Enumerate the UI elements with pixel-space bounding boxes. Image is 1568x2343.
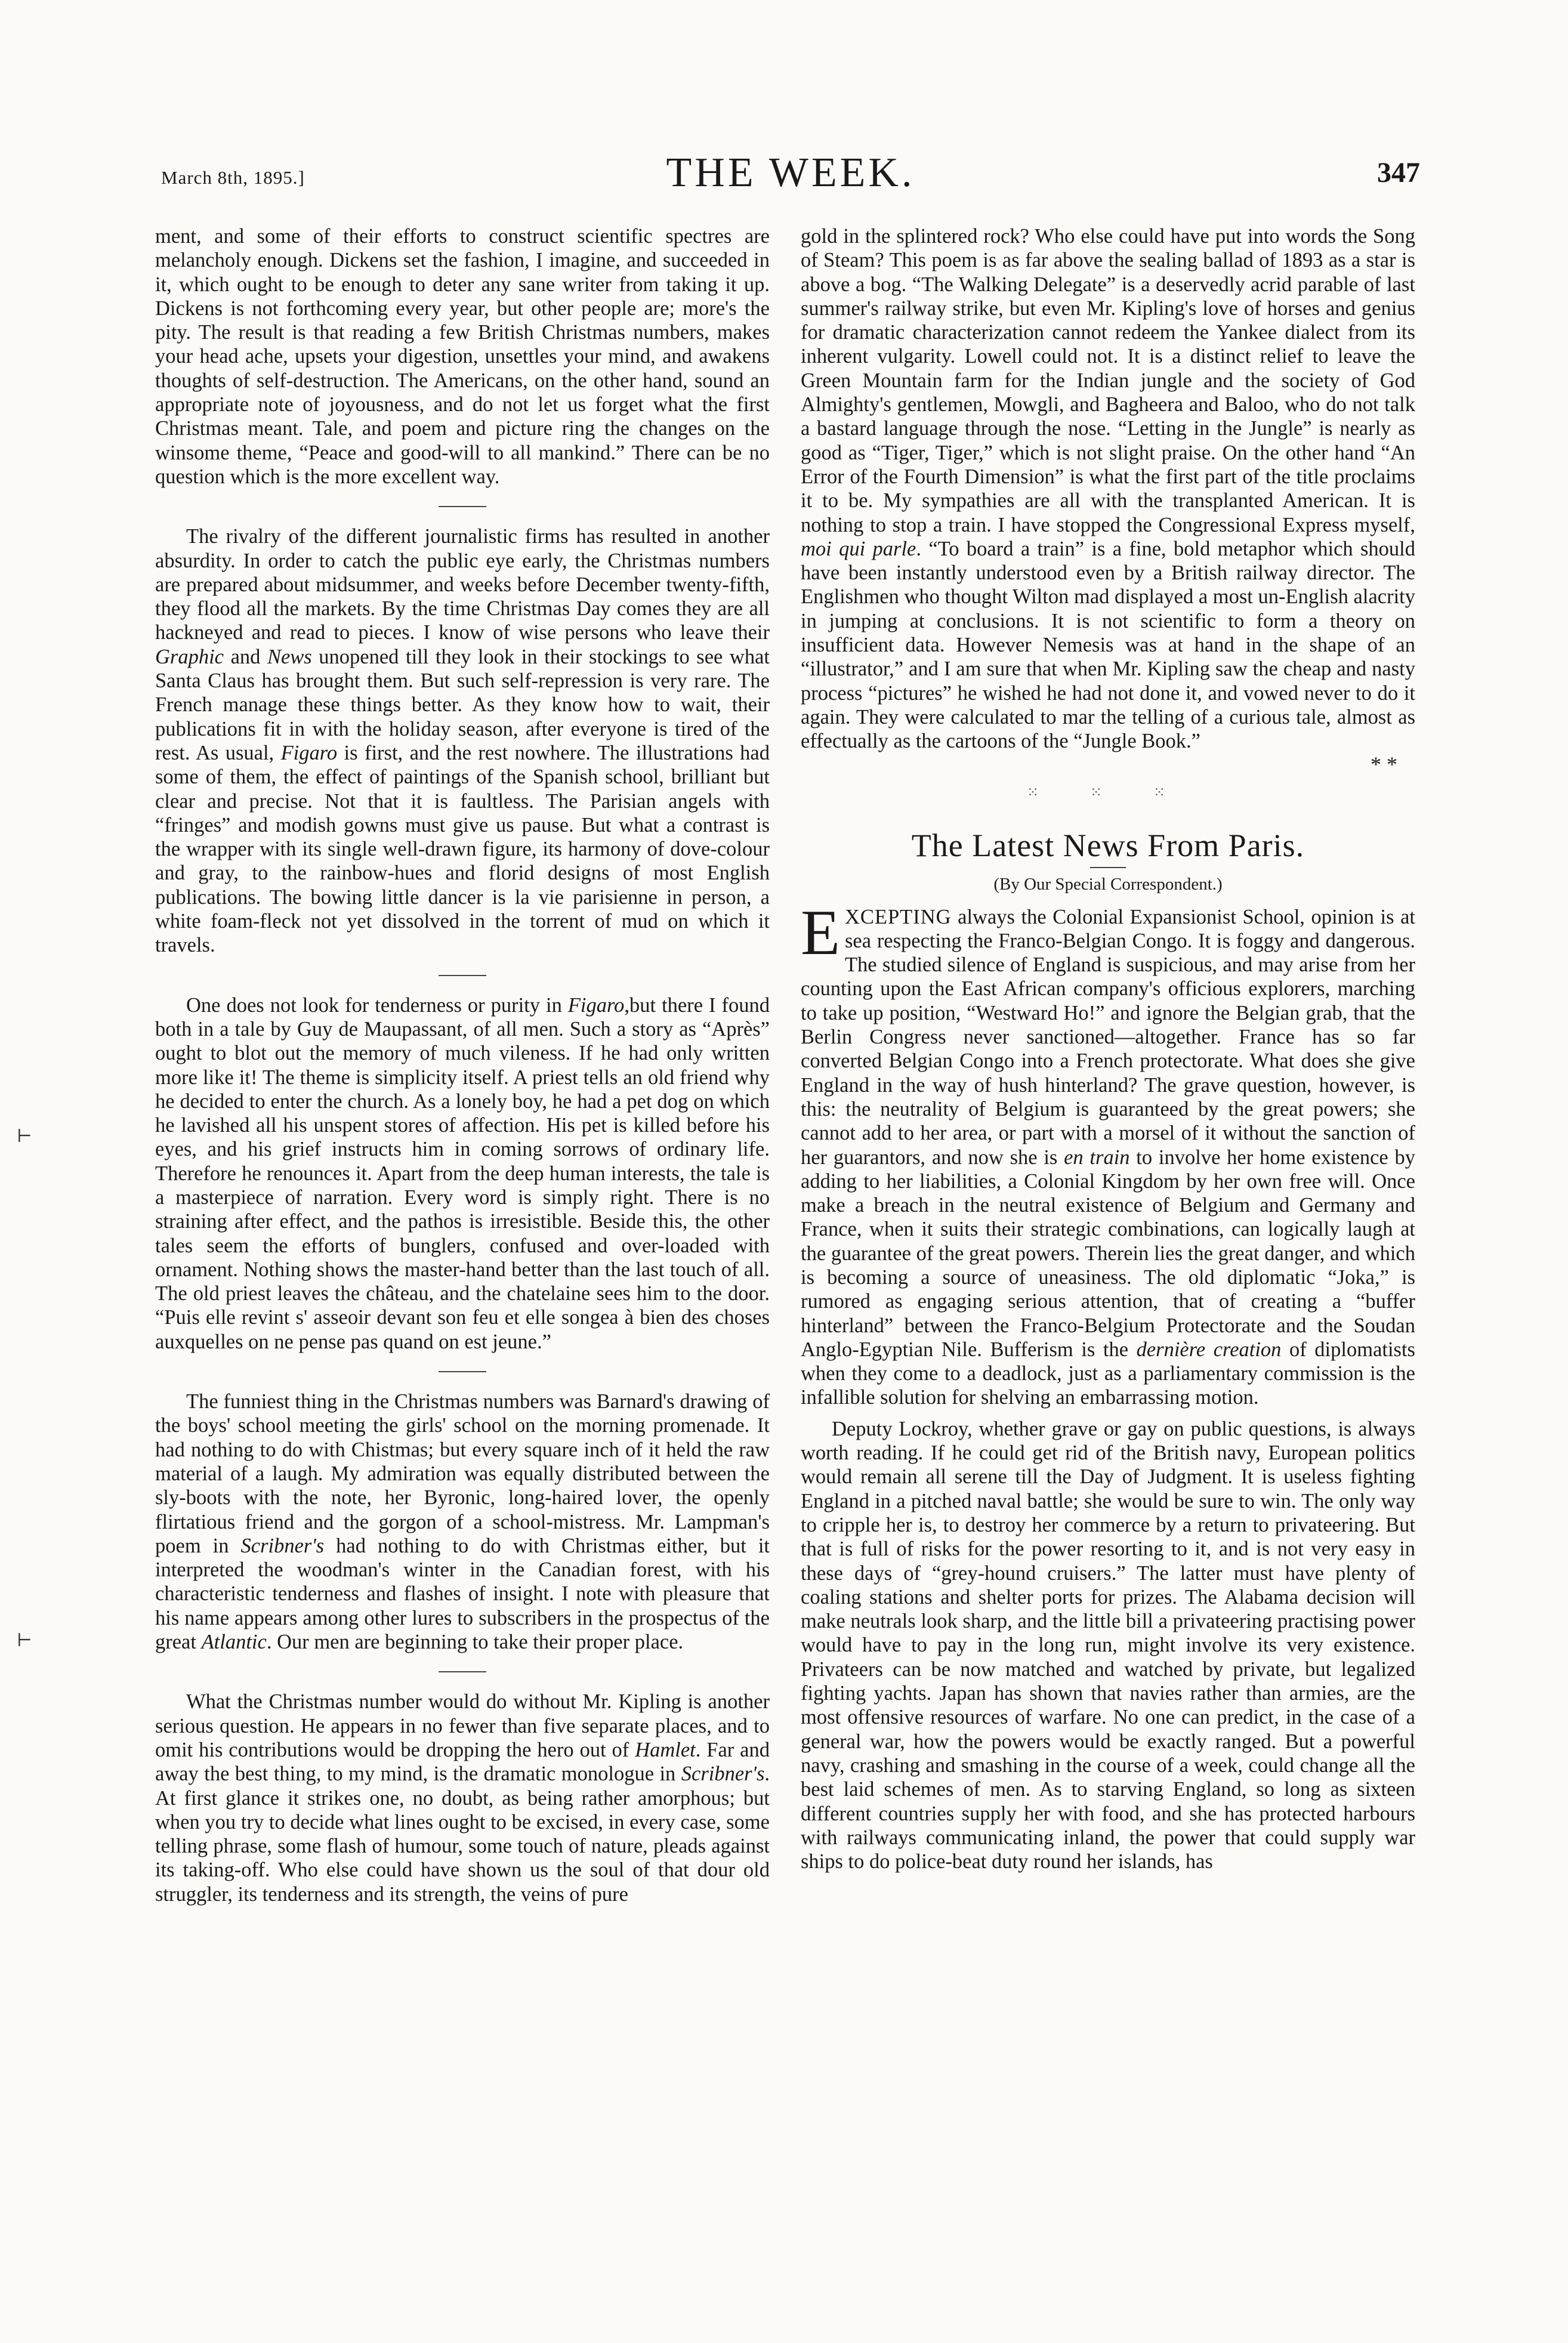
- paragraph: ment, and some of their efforts to construct scientific spectres are melancholy enough. Dickens set the fashion, I imagine, and succeeded in it, which ought to be enough to deter any sane writer from taking it up. Dickens is not forthcoming every year, but other people are; more's the pity. The result is that reading a few British Christmas numbers, makes your head ache, upsets your digestion, unsettles your mind, and awakens thoughts of self-destruction. The Americans, on the other hand, sound an appropriate note of joyousness, and do not let us forget what the first Christmas meant. Tale, and poem and picture ring the changes on the winsome theme, “Peace and good-will to all mankind.” There can be no question which is the more excellent way.: [155, 225, 770, 488]
- paragraph: The funniest thing in the Christmas numbers was Barnard's drawing of the boys' school meeting the girls' school on the morning promenade. It had nothing to do with Chistmas; but every square inch of it held the raw material of a laugh. My admiration was equally distributed between the sly-boots with the note, her Byronic, long-haired lover, the openly flirtatious friend and the gorgon of a school-mistress. Mr. Lampman's poem in Scribner's had nothing to do with Christmas either, but it interpreted the woodman's winter in the Canadian forest, with his characteristic tenderness and flashes of insight. I note with pleasure that his name appears among other lures to subscribers in the prospectus of the great Atlantic. Our men are beginning to take their proper place.: [155, 1390, 770, 1654]
- margin-mark: ⊢: [17, 1126, 32, 1147]
- masthead-title: THE WEEK.: [666, 150, 915, 196]
- margin-mark: ⊢: [17, 1630, 32, 1651]
- article-byline: (By Our Special Correspondent.): [993, 874, 1223, 894]
- drop-cap: E: [801, 897, 840, 968]
- issue-date: March 8th, 1895.]: [161, 167, 305, 188]
- ornament-dots: ⁙ ⁙ ⁙: [1026, 785, 1190, 801]
- paragraph: EXCEPTING always the Colonial Expansionist School, opinion is at sea respecting the Franco-Belgian Congo. It is foggy and dangerous. The studied silence of England is suspicious, and may arise from her counting upon the East African company's officious explorers, marching to take up position, “Westward Ho!” and ignore the Belgian grab, that the Berlin Congress never sanctioned—altogether. France has so far converted Belgian Congo into a French protectorate. What does she give England in the way of hush hinterland? The grave question, however, is this: the neutrality of Belgium is guaranteed by the great powers; she cannot add to her area, or part with a morsel of it without the sanction of her guarantors, and now she is en train to involve her home existence by adding to her liabilities, a Colonial Kingdom by her own free will. Once make a breach in the neutral existence of Belgium and Germany and France, when it suits their strategic combinations, can logically laugh at the guarantee of the great powers. Therein lies the great danger, and which is becoming a source of uneasiness. The old diplomatic “Joka,” is rumored as engaging serious attention, that of creating a “buffer hinterland” between the Franco-Belgium Protectorate and the Soudan Anglo-Egyptian Nile. Bufferism is the dernière creation of diplomatists when they come to a deadlock, just as a parliamentary commission is the infallible solution for shelving an embarrassing motion.: [801, 897, 1415, 1409]
- section-divider: [439, 506, 486, 507]
- page-number: 347: [1377, 157, 1420, 189]
- paragraph: What the Christmas number would do without Mr. Kipling is another serious question. He appears in no fewer than five separate places, and to omit his contributions would be dropping the hero out of Hamlet. Far and away the best thing, to my mind, is the dramatic monologue in Scribner's. At first glance it strikes one, no doubt, as being rather amorphous; but when you try to decide what lines ought to be excised, in every case, some telling phrase, some flash of humour, some touch of nature, pleads against its taking-off. Who else could have shown us the soul of that dour old struggler, its tenderness and its strength, the veins of pure: [155, 1690, 770, 1906]
- right-column: [801, 224, 1415, 1873]
- paragraph: gold in the splintered rock? Who else could have put into words the Song of Steam? This poem is as far above the sealing ballad of 1893 as a star is above a bog. “The Walking Delegate” is a deservedly acrid parable of last summer's railway strike, but even Mr. Kipling's love of horses and genius for dramatic characterization cannot redeem the Yankee dialect from its inherent vulgarity. Lowell could not. It is a distinct relief to leave the Green Mountain farm for the Indian jungle and the society of God Almighty's gentlemen, Mowgli, and Bagheera and Baloo, who do not talk a bastard language through the nose. “Letting in the Jungle” is nearly as good as “Tiger, Tiger,” which is not slight praise. On the other hand “An Error of the Fourth Dimension” is what the first part of the title proclaims it to be. My sympathies are all with the transplanted American. It is nothing to stop a train. I have stopped the Congressional Express myself, moi qui parle. “To board a train” is a fine, bold metaphor which should have been instantly understood even by a British railway director. The Englishmen who thought Wilton mad displayed a most un-English alacrity in jumping at conclusions. It is not scientific to form a theory on insufficient data. However Nemesis was at hand in the shape of an “illustrator,” and I am sure that when Mr. Kipling saw the cheap and nasty process “pictures” he wished he had not done it, and vowed never to do it again. They were calculated to mar the telling of a curious tale, almost as effectually as the cartoons of the “Jungle Book.”: [801, 225, 1415, 753]
- article-title: The Latest News From Paris.: [911, 827, 1305, 863]
- asterism: * *: [1371, 752, 1397, 776]
- title-rule: [1090, 867, 1126, 868]
- paragraph: Deputy Lockroy, whether grave or gay on public questions, is always worth reading. If he could get rid of the British navy, European politics would remain all serene till the Day of Judgment. It is useless fighting England in a pitched naval battle; she would be sure to win. The only way to cripple her is, to destroy her commerce by a return to privateering. But that is full of risks for the power resorting to it, and is not very easy in these days of “grey-hound cruisers.” The latter must have plenty of coaling stations and shelter ports for prizes. The Alabama decision will make neutrals look sharp, and the little bill a privateering practising power would have to pay in the long run, might involve its very existence. Privateers can be now matched and watched by private, but legalized fighting yachts. Japan has shown that navies rather than armies, are the most offensive resources of warfare. No one can predict, in the case of a general war, how the powers would be exactly ranged. But a powerful navy, crashing and smashing in the course of a week, could change all the best laid schemes of men. As to starving England, so long as sixteen different countries supply her with food, and she has protected harbours with railways communicating inland, the power that could supply war ships to do police-beat duty round her islands, has: [801, 1417, 1415, 1873]
- section-divider: [439, 975, 486, 976]
- page-header: [161, 143, 1420, 203]
- section-divider: [439, 1671, 486, 1672]
- section-divider: [439, 1371, 486, 1372]
- paragraph: One does not look for tenderness or purity in Figaro,but there I found both in a tale by Guy de Maupassant, of all men. Such a story as “Après” ought to blot out the memory of much vileness. If he had only written more like it! The theme is simplicity itself. A priest tells an old friend why he decided to enter the church. As a lonely boy, he had a pet dog on which he lavished all his unspent stores of affection. His pet is killed before his eyes, and his grief instructs him in coming sorrows of ordinary life. Therefore he renounces it. Apart from the deep human interests, the tale is a masterpiece of narration. Every word is simply right. There is no straining after effect, and the pathos is irresistible. Beside this, the other tales seem the efforts of bunglers, confused and over-loaded with ornament. Nothing shows the master-hand better than the last touch of all. The old priest leaves the château, and the chatelaine sees him to the door. “Puis elle revint s' asseoir devant son feu et elle songea à bien des choses auxquelles on ne pense pas quand on est jeune.”: [155, 993, 770, 1353]
- left-column: [155, 224, 770, 1906]
- paragraph: The rivalry of the different journalistic firms has resulted in another absurdity. In order to catch the public eye early, the Christmas numbers are prepared about midsummer, and weeks before December twenty-fifth, they flood all the markets. By the time Christmas Day comes they are all hackneyed and read to pieces. I know of wise persons who leave their Graphic and News unopened till they look in their stockings to see what Santa Claus has brought them. But such self-repression is very rare. The French manage these things better. As they know how to wait, their publications fit in with the holiday season, after everyone is tired of the rest. As usual, Figaro is first, and the rest nowhere. The illustrations had some of them, the effect of paintings of the Spanish school, brilliant but clear and precise. Not that it is faultless. The Parisian angels with “fringes” and modish gowns must give us pause. But what a contrast is the wrapper with its single well-drawn figure, its harmony of dove-colour and gray, to the rainbow-hues and florid designs of most English publications. The bowing little dancer is la vie parisienne in person, a white foam-fleck not yet dissolved in the torrent of mud on which it travels.: [155, 525, 770, 957]
